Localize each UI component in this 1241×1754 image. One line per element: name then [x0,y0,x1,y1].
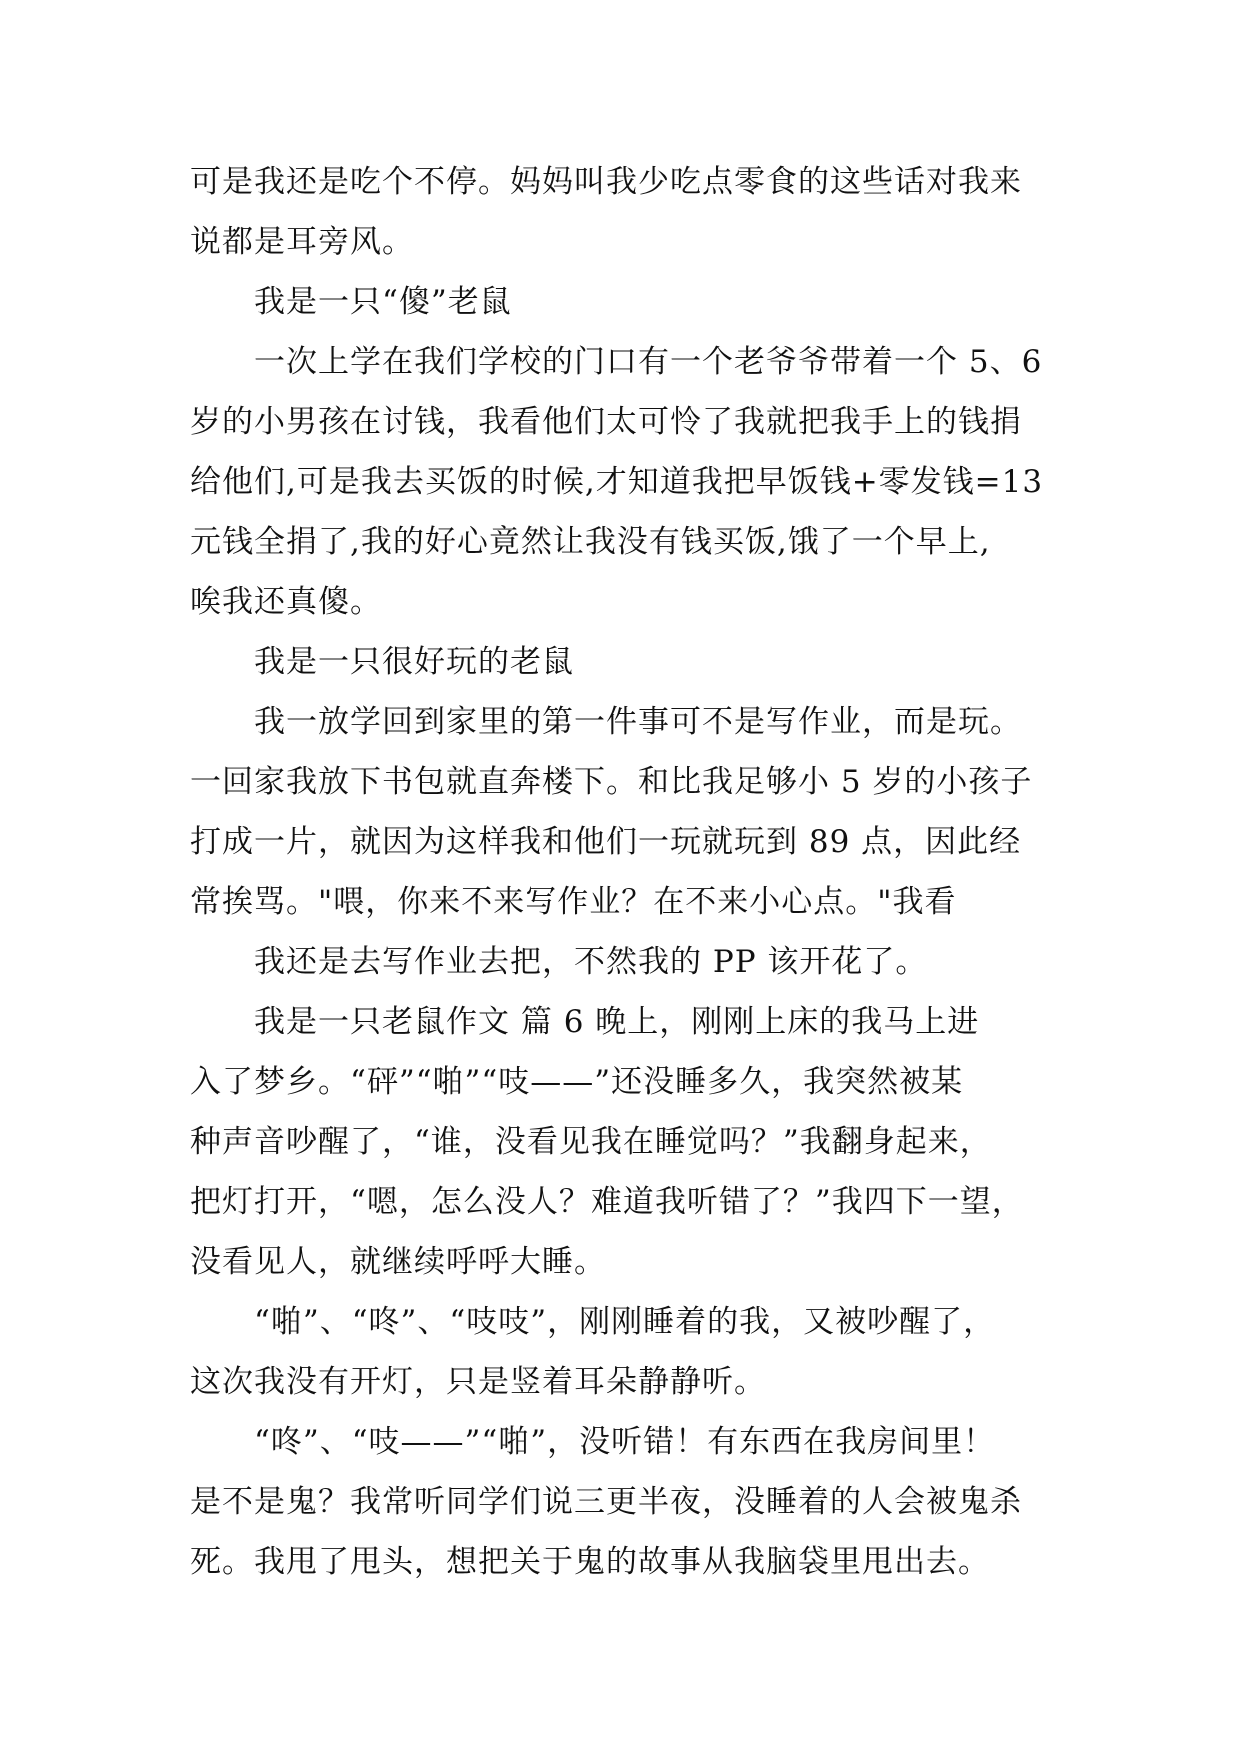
text-line-11: 一回家我放下书包就直奔楼下。和比我足够小 5 岁的小孩子 [190,764,1033,800]
text-line-13: 常挨骂。"喂，你来不来写作业？在不来小心点。"我看 [190,884,957,920]
text-line-21: 这次我没有开灯，只是竖着耳朵静静听。 [190,1364,766,1400]
text-line-22: “咚”、“吱——”“啪”，没听错！有东西在我房间里！ [254,1424,996,1460]
text-line-6: 给他们,可是我去买饭的时候,才知道我把早饭钱+零发钱=13 [190,464,1044,500]
section-heading-essay-6: 我是一只老鼠作文 篇 6 晚上，刚刚上床的我马上进 [254,1004,980,1040]
text-line-16: 入了梦乡。“砰”“啪”“吱——”还没睡多久，我突然被某 [190,1064,964,1100]
text-line-12: 打成一片，就因为这样我和他们一玩就玩到 89 点，因此经 [190,824,1022,860]
text-line-5: 岁的小男孩在讨钱，我看他们太可怜了我就把我手上的钱捐 [190,404,1022,440]
text-line-4: 一次上学在我们学校的门口有一个老爷爷带着一个 5、6 [254,344,1043,380]
text-line-24: 死。我甩了甩头，想把关于鬼的故事从我脑袋里甩出去。 [190,1544,990,1580]
text-line-10: 我一放学回到家里的第一件事可不是写作业，而是玩。 [254,704,1022,740]
text-line-18: 把灯打开，“嗯，怎么没人？难道我听错了？”我四下一望， [190,1184,1024,1220]
section-heading-silly-mouse: 我是一只“傻”老鼠 [254,284,512,320]
text-line-20: “啪”、“咚”、“吱吱”，刚刚睡着的我，又被吵醒了， [254,1304,996,1340]
text-line-19: 没看见人，就继续呼呼大睡。 [190,1244,606,1280]
text-line-23: 是不是鬼？我常听同学们说三更半夜，没睡着的人会被鬼杀 [190,1484,1022,1520]
section-heading-fun-mouse: 我是一只很好玩的老鼠 [254,644,574,680]
text-line-7: 元钱全捐了,我的好心竟然让我没有钱买饭,饿了一个早上, [190,524,991,560]
text-line-8: 唉我还真傻。 [190,584,382,620]
text-line-1: 可是我还是吃个不停。妈妈叫我少吃点零食的这些话对我来 [190,164,1022,200]
text-line-17: 种声音吵醒了，“谁，没看见我在睡觉吗？”我翻身起来， [190,1124,992,1160]
text-line-2: 说都是耳旁风。 [190,224,414,260]
text-line-14: 我还是去写作业去把，不然我的 PP 该开花了。 [254,944,928,980]
